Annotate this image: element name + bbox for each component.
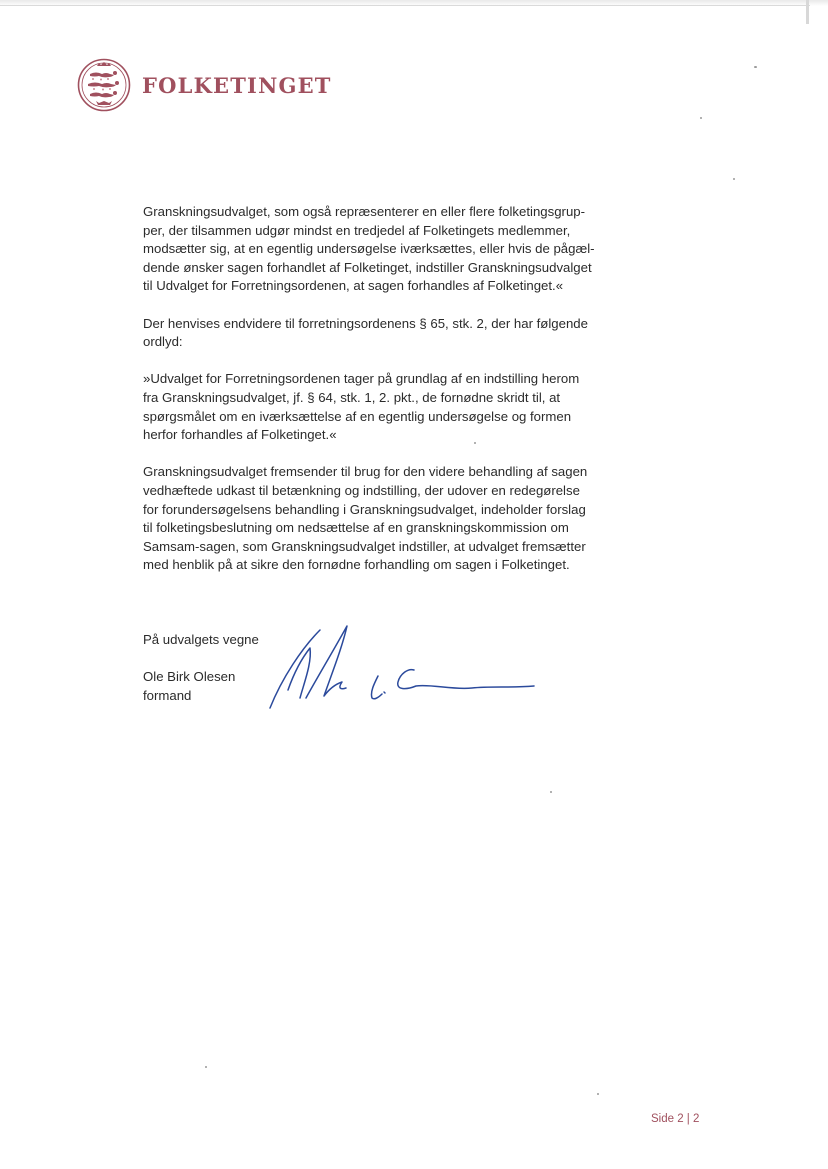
scan-line (0, 5, 810, 6)
signer-title: formand (143, 687, 192, 703)
handwritten-signature (262, 618, 542, 718)
folketinget-seal-icon (77, 58, 131, 112)
scan-speck (597, 1093, 599, 1095)
letterhead-logo (77, 56, 332, 114)
letter-body (143, 203, 623, 593)
signature-block (143, 631, 259, 705)
body-paragraph-3: »Udvalget for Forretningsordenen tager på grundlag af en indstilling herom fra Granskningsudvalget, jf. § 64, stk. 1, 2. pkt., de fornødne skridt til, at spørgsmålet om en iværksættelse af en egentlig undersøgelse og formen herfor forhandles af Folketinget.« (143, 371, 580, 443)
scan-speck (754, 66, 757, 68)
body-paragraph-1: Granskningsudvalget, som også repræsenterer en eller flere folketingsgrup- per, der tilsammen udgør mindst en tredjedel af Folketingets medlemmer, modsætter sig, at en egentlig undersøgelse iværksættes, eller hvis de pågæl- dende ønsker sagen forhandlet af Folketinget, indstiller Granskningsudvalget til Udvalget for Forretningsordenen, at sagen forhandles af Folketinget.« (143, 204, 595, 294)
scan-edge-right (806, 0, 809, 24)
scan-speck (700, 117, 702, 119)
body-paragraph-2: Der henvises endvidere til forretningsordenens § 65, stk. 2, der har følgende ordlyd: (143, 315, 588, 350)
page-number: Side 2 | 2 (651, 1113, 700, 1125)
on-behalf-line: På udvalgets vegne (143, 632, 259, 647)
scan-speck (205, 1066, 207, 1068)
signer-name: Ole Birk Olesen (143, 669, 236, 685)
body-paragraph-4: Granskningsudvalget fremsender til brug for den videre behandling af sagen vedhæftede udkast til betænkning og indstilling, der udover en redegørelse for forundersøgelsens behandling i Granskningsudvalget, indeholder forslag til folketingsbeslutning om nedsættelse af en granskningskommission om Samsam-sagen, som Granskningsudvalget indstiller, at udvalget fremsætter med henblik på at sikre den fornødne forhandling om sagen i Folketinget. (143, 464, 588, 573)
org-name: FOLKETINGET (142, 72, 332, 98)
scan-speck (550, 791, 552, 793)
scan-speck (733, 178, 735, 180)
scan-speck (474, 442, 476, 444)
